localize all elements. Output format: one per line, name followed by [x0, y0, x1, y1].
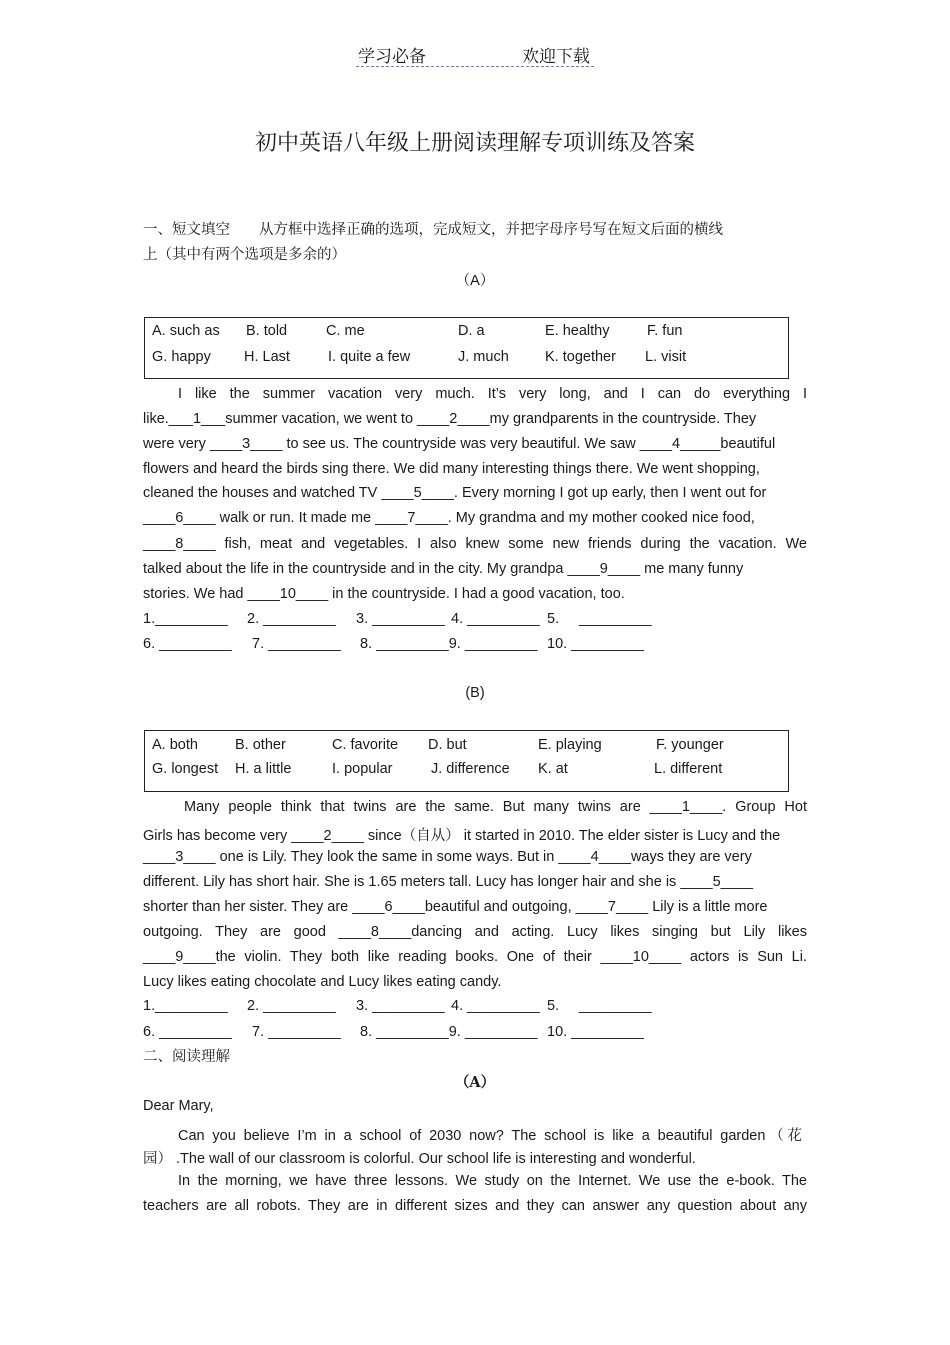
- option-item: A. such as: [152, 323, 220, 339]
- section-a-passage-line: stories. We had ____10____ in the countryside. I had a good vacation, too.: [143, 586, 625, 602]
- answer-blank[interactable]: 1._________: [143, 998, 228, 1014]
- section-b-passage-line: Many people think that twins are the same. But many twins are ____1____. Group Hot: [184, 799, 807, 815]
- option-item: E. healthy: [545, 323, 610, 339]
- answer-blank[interactable]: 10. _________: [547, 1024, 644, 1040]
- answer-blank[interactable]: 8. _________9. _________: [360, 1024, 538, 1040]
- part2-passage-line: In the morning, we have three lessons. We study on the Internet. We use the e-book. The: [178, 1173, 807, 1189]
- section-a-passage-line: flowers and heard the birds sing there. We did many interesting things there. We went shopping,: [143, 461, 760, 477]
- section-a-passage-line: ____6____ walk or run. It made me ____7____. My grandma and my mother cooked nice food,: [143, 510, 755, 526]
- part1-instruction-line1: 一、短文填空 从方框中选择正确的选项，完成短文，并把字母序号写在短文后面的横线: [143, 222, 723, 238]
- option-item: C. me: [326, 323, 365, 339]
- section-b-passage-line: Girls has become very ____2____ since（自从） it started in 2010. The elder sister is Lucy and the: [143, 828, 781, 844]
- option-item: J. difference: [431, 761, 510, 777]
- option-item: B. told: [246, 323, 288, 339]
- section-b-passage-line: outgoing. They are good ____8____dancing and acting. Lucy likes singing but Lily likes: [143, 924, 807, 940]
- part1-instruction-line2: 上（其中有两个选项是多余的）: [143, 247, 346, 263]
- answer-blank[interactable]: 8. _________9. _________: [360, 636, 538, 652]
- answer-blank[interactable]: 1._________: [143, 611, 228, 627]
- option-item: K. at: [538, 761, 568, 777]
- option-item: F. younger: [656, 737, 724, 753]
- section-b-options-box: [144, 730, 789, 792]
- option-item: L. different: [654, 761, 723, 777]
- answer-blank[interactable]: 4. _________: [451, 611, 540, 627]
- header-left-text: 学习必备: [358, 47, 426, 67]
- option-item: L. visit: [645, 349, 687, 365]
- answer-blank[interactable]: 6. _________: [143, 636, 232, 652]
- part2-section-a-label: （A）: [454, 1074, 496, 1091]
- section-a-passage-line: were very ____3____ to see us. The countryside was very beautiful. We saw ____4_____beautiful: [143, 436, 776, 452]
- answer-blank[interactable]: 10. _________: [547, 636, 644, 652]
- answer-blank[interactable]: 2. _________: [247, 998, 336, 1014]
- answer-blank[interactable]: 2. _________: [247, 611, 336, 627]
- answer-blank[interactable]: 3. _________: [356, 998, 445, 1014]
- option-item: K. together: [545, 349, 616, 365]
- option-item: G. longest: [152, 761, 219, 777]
- option-item: G. happy: [152, 349, 211, 365]
- option-item: A. both: [152, 737, 198, 753]
- option-item: H. a little: [235, 761, 292, 777]
- section-b-passage-line: Lucy likes eating chocolate and Lucy likes eating candy.: [143, 974, 502, 990]
- option-item: D. a: [458, 323, 485, 339]
- section-a-label: （A）: [455, 273, 495, 289]
- answer-blank[interactable]: 6. _________: [143, 1024, 232, 1040]
- section-a-passage-line: talked about the life in the countryside and in the city. My grandpa ____9____ me many funny: [143, 561, 744, 577]
- section-a-passage-line: I like the summer vacation very much. It’s very long, and I can do everything I: [178, 386, 807, 402]
- part2-passage-line: 园） .The wall of our classroom is colorful. Our school life is interesting and wonderful.: [143, 1151, 696, 1167]
- section-b-passage-line: ____3____ one is Lily. They look the same in some ways. But in ____4____ways they are very: [143, 849, 752, 865]
- letter-greeting: Dear Mary,: [143, 1098, 214, 1114]
- option-item: E. playing: [538, 737, 602, 753]
- section-b-passage-line: different. Lily has short hair. She is 1.65 meters tall. Lucy has longer hair and she is ____5____: [143, 874, 753, 890]
- header-right-text: 欢迎下载: [522, 47, 590, 67]
- section-a-passage-line: like.___1___summer vacation, we went to ____2____my grandparents in the countryside. They: [143, 411, 757, 427]
- answer-blank[interactable]: _________: [579, 611, 652, 627]
- section-b-passage-line: shorter than her sister. They are ____6____beautiful and outgoing, ____7____ Lily is a little more: [143, 899, 768, 915]
- document-title: 初中英语八年级上册阅读理解专项训练及答案: [254, 131, 695, 156]
- option-item: J. much: [458, 349, 509, 365]
- option-item: I. quite a few: [328, 349, 411, 365]
- answer-blank[interactable]: 4. _________: [451, 998, 540, 1014]
- option-item: F. fun: [647, 323, 683, 339]
- option-item: B. other: [235, 737, 286, 753]
- section-b-label: (B): [465, 685, 485, 701]
- part2-heading: 二、阅读理解: [143, 1049, 230, 1065]
- section-a-options-box: [144, 317, 789, 379]
- answer-blank[interactable]: 7. _________: [252, 1024, 341, 1040]
- section-a-passage-line: ____8____ fish, meat and vegetables. I also knew some new friends during the vacation. We: [143, 536, 807, 552]
- answer-blank[interactable]: 5.: [547, 611, 560, 627]
- option-item: C. favorite: [332, 737, 399, 753]
- option-item: D. but: [428, 737, 467, 753]
- option-item: H. Last: [244, 349, 290, 365]
- section-a-passage-line: cleaned the houses and watched TV ____5____. Every morning I got up early, then I went out for: [143, 485, 767, 501]
- answer-blank[interactable]: 7. _________: [252, 636, 341, 652]
- option-item: I. popular: [332, 761, 393, 777]
- part2-passage-line: Can you believe I’m in a school of 2030 now? The school is like a beautiful garden（花: [178, 1128, 802, 1144]
- answer-blank[interactable]: 3. _________: [356, 611, 445, 627]
- answer-blank[interactable]: 5.: [547, 998, 560, 1014]
- section-b-passage-line: ____9____the violin. They both like reading books. One of their ____10____ actors is Sun Li.: [143, 949, 807, 965]
- part2-passage-line: teachers are all robots. They are in different sizes and they can answer any question about any: [143, 1198, 807, 1214]
- page-header: [356, 40, 594, 67]
- answer-blank[interactable]: _________: [579, 998, 652, 1014]
